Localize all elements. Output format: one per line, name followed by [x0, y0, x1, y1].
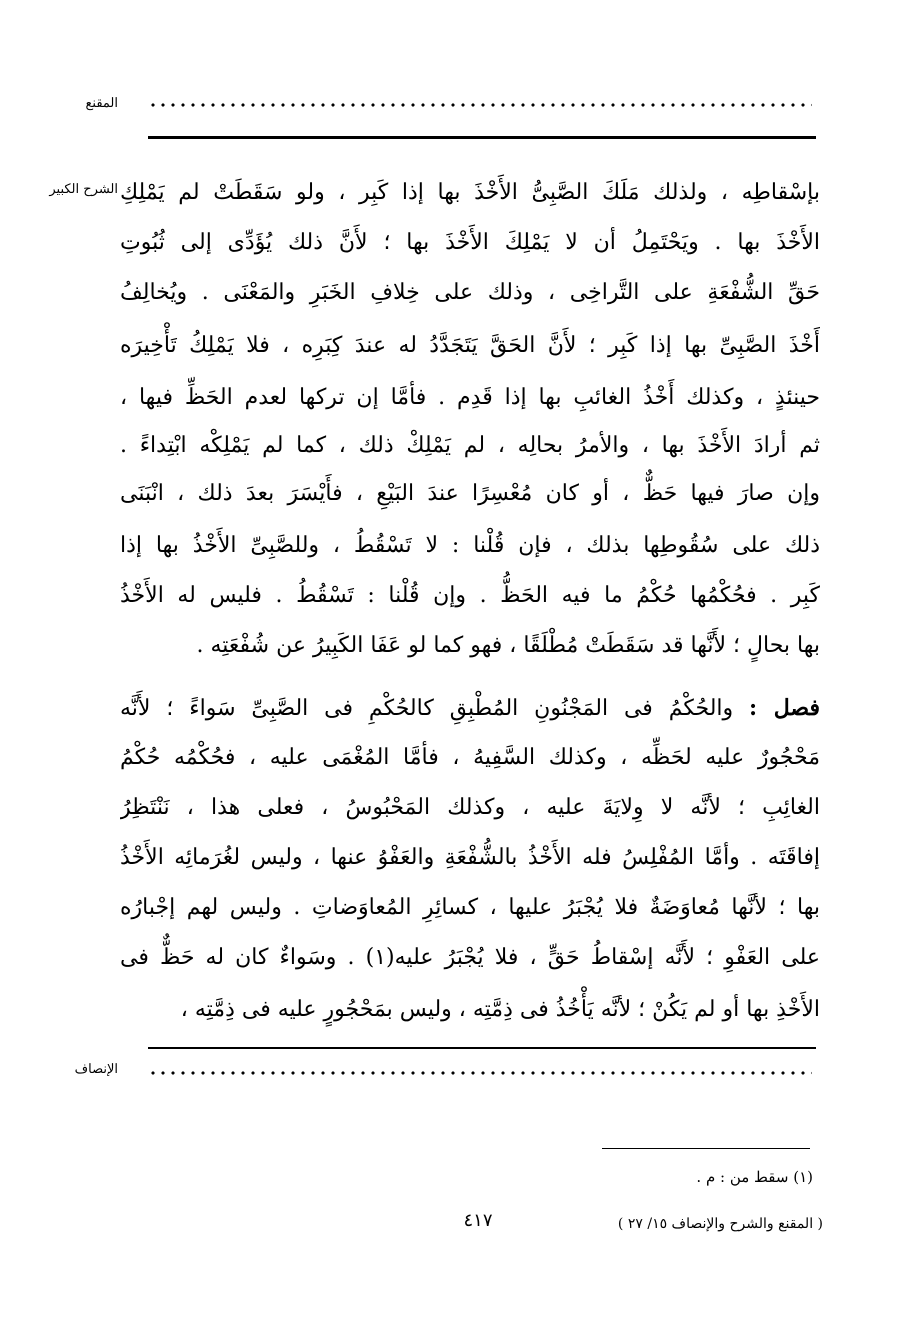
bottom-dotted-leader	[148, 1068, 812, 1078]
body-line: أَخْذَ الصَّبِىِّ بها إذا كَبِر ؛ لأَنَّ الحَقَّ يَتَجَدَّدُ له عندَ كِبَرِه ، فلا يَمْلِكُ تَأْخِيرَه	[120, 333, 820, 358]
fasl-line-text: والحُكْمُ فى المَجْنُونِ المُطْبِقِ كالحُكْمِ فى الصَّبِىِّ سَواءً ؛ لأَنَّه	[120, 696, 734, 721]
footnote-separator	[602, 1148, 810, 1149]
header-rule	[148, 136, 816, 139]
fasl-line: إفاقَتَه . وأمَّا المُفْلِسُ فله الأَخْذُ بالشُّفْعَةِ والعَفْوُ عنها ، وليس لغُرَمائِه الأَخْذُ	[120, 845, 820, 870]
body-line: ذلك على سُقُوطِها بذلك ، فإن قُلْنا : لا تَسْقُطُ ، وللصَّبِىِّ الأَخْذُ بها إذا	[120, 533, 820, 558]
fasl-line	[120, 680, 820, 736]
body-line: بها بحالٍ ؛ لأَنَّها قد سَقَطَتْ مُطْلَقًا ، فهو كما لو عَفَا الكَبِيرُ عن شُفْعَتِه .	[196, 633, 820, 658]
footer-reference: ( المقنع والشرح والإنصاف ١٥/ ٢٧ )	[617, 1216, 823, 1232]
body-line: وإن صارَ فيها حَظٌّ ، أو كان مُعْسِرًا عندَ البَيْعِ ، فأَيْسَرَ بعدَ ذلك ، انْبَنَى	[120, 481, 820, 506]
body-line: الأَخْذَ بها . ويَحْتَمِلُ أن لا يَمْلِكَ الأَخْذَ بها ؛ لأَنَّ ذلك يُؤَدِّى إلى ثُبُوتِ	[120, 230, 820, 255]
body-line: ثم أرادَ الأَخْذَ بها ، والأمرُ بحالِه ، لم يَمْلِكْ ذلك ، كما لم يَمْلِكْه ابْتِداءً .	[120, 433, 820, 458]
bottom-rule	[148, 1047, 816, 1049]
fasl-line: الأَخْذِ بها أو لم يَكُنْ ؛ لأنَّه يَأْخُذُ فى ذِمَّتِه ، وليس بمَحْجُورٍ عليه فى ذِمَّتِه ،	[180, 997, 820, 1022]
margin-label: الشرح الكبير	[49, 182, 118, 197]
body-line: حينئذٍ ، وكذلك أَخْذُ الغائبِ بها إذا قَدِم . فأمَّا إن تركها لعدم الحَظِّ فيها ،	[120, 385, 820, 410]
fasl-heading: فصل :	[749, 695, 820, 721]
header-dotted-leader	[148, 100, 812, 110]
header-section-label: المقنع	[85, 96, 118, 111]
bottom-section-label: الإنصاف	[74, 1062, 118, 1077]
body-line: بإسْقاطِه ، ولذلك مَلَكَ الصَّبِىُّ الأَخْذَ بها إذا كَبِر ، ولو سَقَطَتْ لم يَمْلِكِ	[120, 180, 820, 205]
footnote: (١) سقط من : م .	[696, 1168, 813, 1186]
fasl-line: مَحْجُورٌ عليه لحَظِّه ، وكذلك السَّفِيهُ ، فأمَّا المُغْمَى عليه ، فحُكْمُه حُكْمُ	[120, 745, 820, 770]
page-number: ٤١٧	[463, 1210, 493, 1231]
body-line: كَبِر . فحُكْمُها حُكْمُ ما فيه الحَظُّ . وإن قُلْنا : تَسْقُطُ . فليس له الأَخْذُ	[120, 583, 820, 608]
body-line: حَقِّ الشُّفْعَةِ على التَّراخِى ، وذلك على خِلافِ الخَبَرِ والمَعْنَى . ويُخالِفُ	[120, 280, 820, 305]
fasl-line: على العَفْوِ ؛ لأَنَّه إسْقاطُ حَقٍّ ، فلا يُجْبَرُ عليه(١) . وسَواءٌ كان له حَظٌّ فى	[120, 945, 820, 970]
fasl-line: الغائِبِ ؛ لأنَّه لا وِلايَةَ عليه ، وكذلك المَحْبُوسُ ، فعلى هذا ، نَنْتَظِرُ	[120, 795, 820, 820]
fasl-line: بها ؛ لأنَّها مُعاوَضَةٌ فلا يُجْبَرُ عليها ، كسائِرِ المُعاوَضاتِ . وليس لهم إجْبارُه	[120, 895, 820, 920]
